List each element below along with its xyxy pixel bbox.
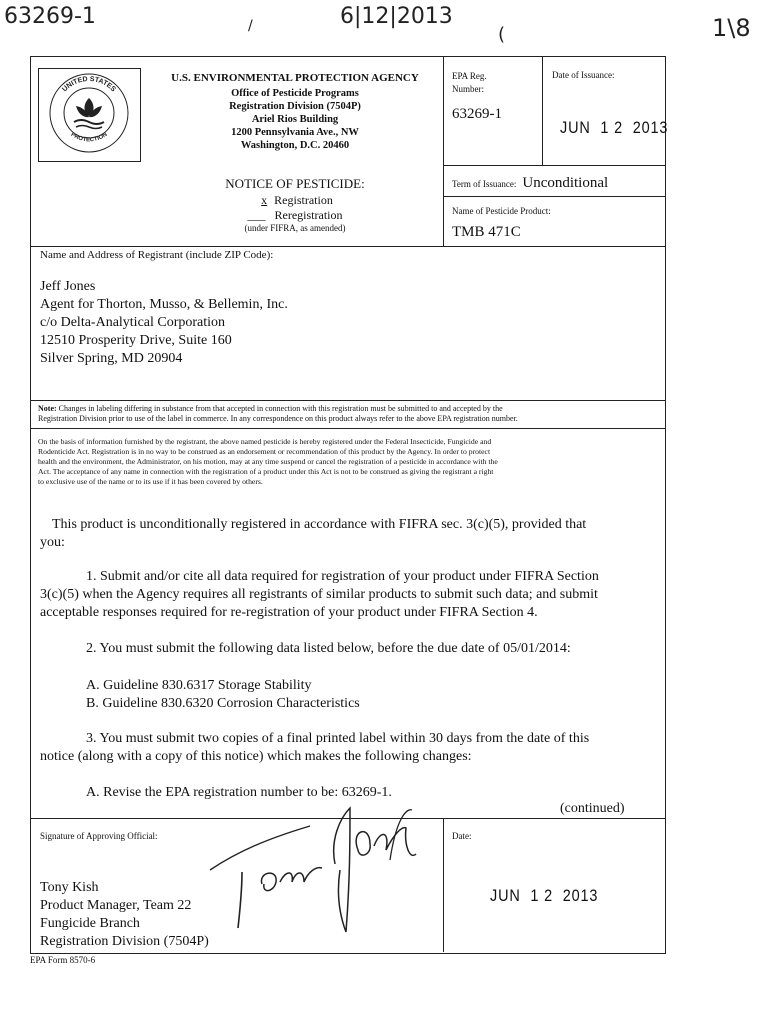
term-row: [452, 174, 608, 192]
agency-name: U.S. ENVIRONMENTAL PROTECTION AGENCY: [171, 72, 419, 84]
epa-reg-label-line1: EPA Reg.: [452, 71, 487, 81]
header-divider-vertical: [443, 56, 444, 246]
letter-item-2-list: [86, 677, 360, 713]
term-value: Unconditional: [522, 175, 609, 191]
notice-title: NOTICE OF PESTICIDE:: [225, 176, 365, 191]
reregistration-mark: ___: [247, 208, 266, 222]
item1-line2: 3(c)(5) when the Agency requires all registrants of similar products to submit such data; and submit: [40, 587, 598, 602]
letter-item-3a: A. Revise the EPA registration number to be: 63269-1.: [86, 785, 392, 800]
epa-reg-label: [452, 70, 487, 96]
epa-reg-label-line2: Number:: [452, 84, 484, 94]
item1-line1: 1. Submit and/or cite all data required for registration of your product under FIFRA Section: [86, 569, 599, 584]
registrant-line: Silver Spring, MD 20904: [40, 351, 183, 366]
header-divider-vertical-2: [542, 56, 543, 166]
intro-line1: This product is unconditionally registered in accordance with FIFRA sec. 3(c)(5), provided that: [52, 517, 587, 532]
handwritten-tick: /: [248, 18, 253, 34]
basis-line: health and the environment, the Administrator, on his motion, may at any time suspend or cancel the registration of a pesticide in accordance with the: [38, 457, 498, 466]
continued-note: (continued): [560, 801, 625, 816]
item2b: B. Guideline 830.6320 Corrosion Characteristics: [86, 696, 360, 711]
signature-graphic: [200, 800, 440, 940]
sign-date-stamp: JUN 1 2 2013: [490, 886, 599, 905]
registration-mark: x: [261, 193, 268, 207]
signatory-title: Product Manager, Team 22: [40, 898, 192, 913]
letter-item-2: 2. You must submit the following data listed below, before the due date of 05/01/2014:: [86, 641, 571, 656]
letter-item-1: [40, 568, 599, 622]
signature-divider: [443, 818, 444, 952]
agency-header: [150, 72, 440, 152]
term-rule: [443, 196, 665, 197]
notice-reregistration-row: [150, 208, 440, 223]
basis-paragraph: [38, 437, 662, 487]
registrant-line: c/o Delta-Analytical Corporation: [40, 315, 226, 330]
agency-building: Ariel Rios Building: [251, 114, 339, 125]
signatory-branch: Fungicide Branch: [40, 916, 140, 931]
product-value: TMB 471C: [452, 224, 521, 240]
letter-item-3: [40, 730, 589, 766]
note-top-rule: [30, 400, 665, 401]
note-bottom-rule: [30, 428, 665, 429]
item3-line1: 3. You must submit two copies of a final printed label within 30 days from the date of this: [86, 731, 590, 746]
item3-line2: notice (along with a copy of this notice) which makes the following changes:: [40, 749, 472, 764]
note-block: [38, 404, 662, 424]
handwritten-date: 6|12|2013: [340, 4, 453, 29]
form-number: EPA Form 8570-6: [30, 955, 96, 965]
handwritten-reg-number: 63269-1: [4, 4, 96, 29]
basis-line: On the basis of information furnished by the registrant, the above named pesticide is hereby registered under the Federal Insecticide, Fungicide and: [38, 437, 492, 446]
issuance-date-stamp: JUN 1 2 2013: [560, 118, 669, 137]
signatory-division: Registration Division (7504P): [40, 934, 209, 949]
issuance-rule: [443, 165, 665, 166]
note-label: Note:: [38, 404, 57, 413]
signature-label: Signature of Approving Official:: [40, 831, 158, 841]
epa-reg-value: 63269-1: [452, 106, 502, 122]
sign-date-label: Date:: [452, 831, 472, 841]
signatory-name: Tony Kish: [40, 880, 99, 895]
agency-street: 1200 Pennsylvania Ave., NW: [231, 127, 359, 138]
term-label: Term of Issuance:: [452, 179, 517, 189]
note-line2: Registration Division prior to use of the label in commerce. In any correspondence on this product always refer to the above EPA registration number.: [38, 414, 518, 423]
product-label: Name of Pesticide Product:: [452, 206, 551, 216]
notice-registration-row: [150, 193, 440, 208]
intro-line2: you:: [40, 535, 65, 550]
basis-line: to exclusive use of the name or to its use if it has been covered by others.: [38, 477, 263, 486]
registration-label: Registration: [274, 193, 333, 207]
note-line1: Changes in labeling differing in substance from that accepted in connection with this registration must be submitted to and accepted by the: [58, 404, 503, 413]
basis-line: Rodenticide Act. Registration is in no way to be construed as an endorsement or recommendation of this product by the Agency. In order to protect: [38, 447, 491, 456]
signature-icon: [200, 800, 440, 940]
epa-seal-icon: [48, 72, 130, 154]
svg-text:PROTECTION: [69, 132, 108, 144]
handwritten-corner-mark: 1\8: [712, 14, 751, 42]
reregistration-label: Reregistration: [274, 208, 343, 222]
registrant-line: Agent for Thorton, Musso, & Bellemin, Inc.: [40, 297, 288, 312]
basis-line: Act. The acceptance of any name in connection with the registration of a product under this Act is not to be construed as giving the registrant a right: [38, 467, 494, 476]
registrant-label: Name and Address of Registrant (include ZIP Code):: [40, 249, 274, 261]
registrant-line: 12510 Prosperity Drive, Suite 160: [40, 333, 232, 348]
agency-division: Registration Division (7504P): [229, 101, 361, 112]
letter-intro: [40, 516, 586, 552]
seal-bottom-text: PROTECTION: [69, 131, 109, 144]
item1-line3: acceptable responses required for re-registration of your product under FIFRA Section 4.: [40, 605, 538, 620]
seal-flower-icon: [74, 98, 104, 129]
issuance-date-label: Date of Issuance:: [552, 70, 615, 80]
signatory-block: [40, 879, 209, 951]
agency-office: Office of Pesticide Programs: [231, 88, 359, 99]
notice-block: [150, 176, 440, 233]
registrant-top-rule: [30, 246, 665, 247]
notice-fifra-note: (under FIFRA, as amended): [244, 223, 346, 233]
handwritten-paren: (: [498, 24, 506, 45]
registrant-line: Jeff Jones: [40, 279, 96, 294]
seal-top-text: UNITED STATES: [61, 75, 117, 94]
epa-seal: [48, 72, 130, 154]
agency-city: Washington, D.C. 20460: [240, 140, 350, 151]
item2a: A. Guideline 830.6317 Storage Stability: [86, 678, 312, 693]
registrant-address: [40, 278, 288, 368]
